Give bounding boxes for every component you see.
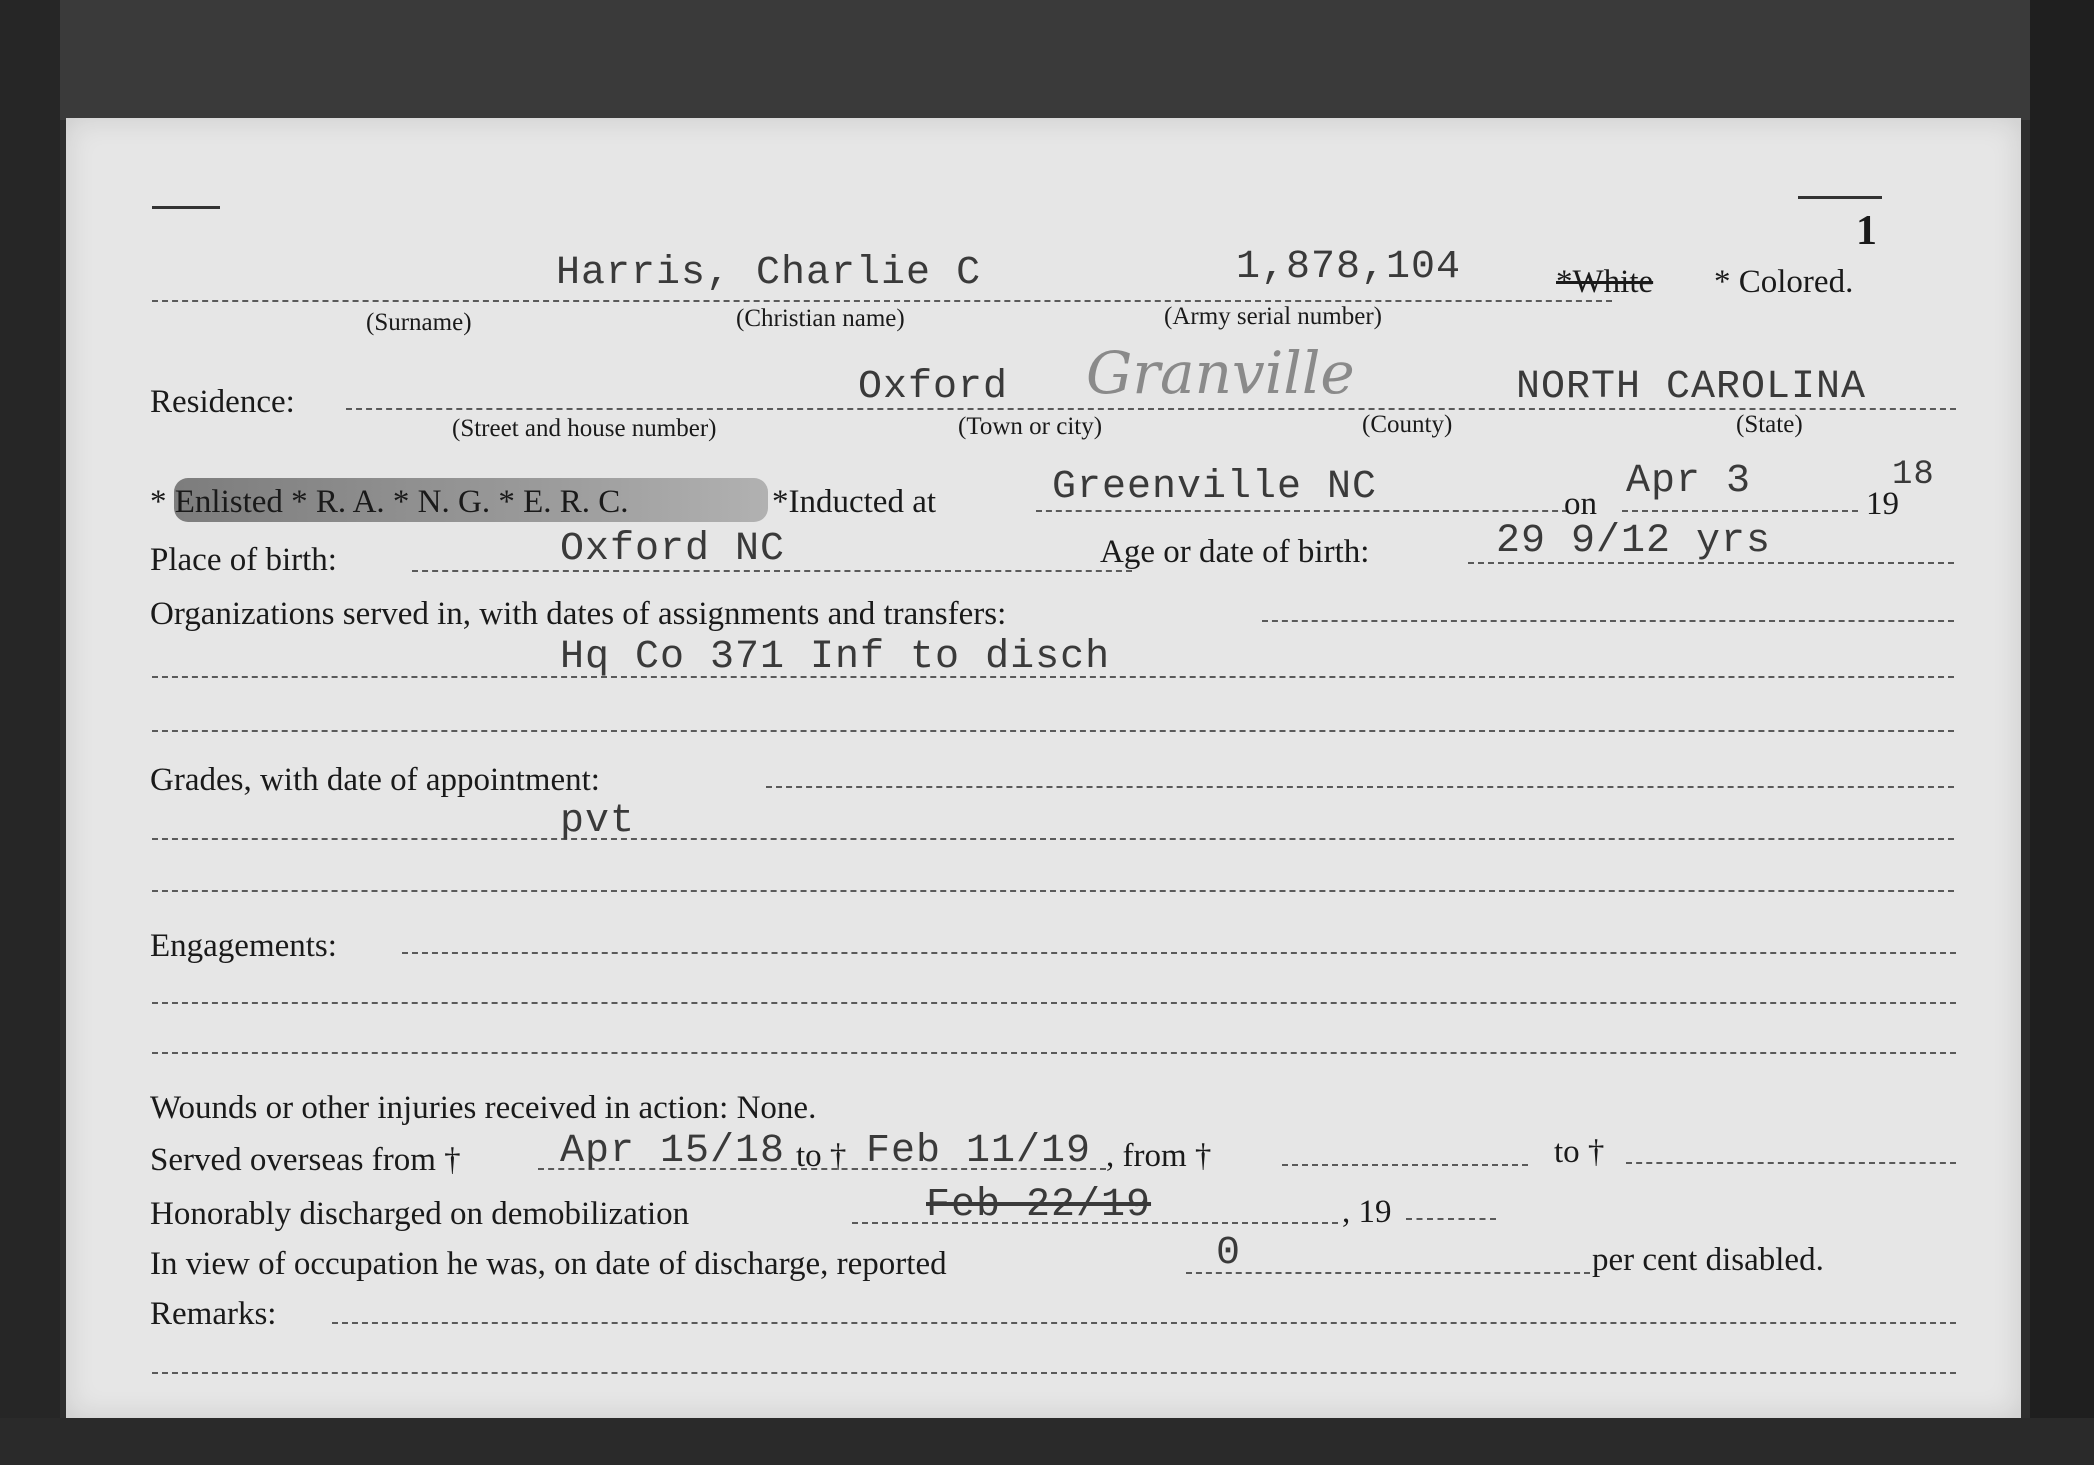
engagements-label: Engagements: <box>150 928 337 964</box>
year-prefix: 19 <box>1866 486 1899 522</box>
overseas-to2-label: to † <box>1554 1134 1605 1170</box>
grades-label: Grades, with date of appointment: <box>150 762 600 798</box>
residence-county: Granville <box>1086 339 1355 407</box>
serial-value: 1,878,104 <box>1236 245 1462 290</box>
remarks-line-2 <box>152 1372 1956 1374</box>
remarks-label: Remarks: <box>150 1296 277 1332</box>
organizations-value: Hq Co 371 Inf to disch <box>560 635 1111 680</box>
grades-line-3 <box>152 890 1954 892</box>
engagements-line-2 <box>152 1002 1956 1004</box>
residence-town: Oxford <box>858 365 1009 410</box>
residence-state: NORTH CAROLINA <box>1516 365 1867 410</box>
overseas-to-label: to † <box>796 1138 847 1174</box>
overseas-to2-line <box>1626 1162 1956 1164</box>
race-colored-label: * Colored. <box>1714 264 1854 300</box>
place-of-birth-value: Oxford NC <box>560 527 786 572</box>
wounds-label: Wounds or other injuries received in action: None. <box>150 1090 817 1126</box>
discharge-label: Honorably discharged on demobilization <box>150 1196 690 1232</box>
name-line <box>152 300 1612 302</box>
inducted-place: Greenville NC <box>1052 465 1378 510</box>
organizations-label: Organizations served in, with dates of assignments and transfers: <box>150 596 1007 632</box>
engagements-line-3 <box>152 1052 1956 1054</box>
surname-caption: (Surname) <box>366 309 472 336</box>
discharge-year-line <box>1406 1218 1496 1220</box>
grades-value: pvt <box>560 799 636 844</box>
overseas-from-value: Apr 15/18 <box>560 1129 786 1174</box>
on-label: on <box>1564 486 1597 522</box>
street-caption: (Street and house number) <box>452 415 717 442</box>
inducted-label: *Inducted at <box>772 484 937 520</box>
town-caption: (Town or city) <box>958 413 1103 440</box>
county-caption: (County) <box>1362 411 1453 438</box>
inducted-date: Apr 3 <box>1626 459 1752 504</box>
discharge-year-label: , 19 <box>1342 1194 1392 1230</box>
discharge-date: Feb 22/19 <box>926 1183 1152 1228</box>
overseas-from2-label: , from † <box>1106 1138 1212 1174</box>
inducted-line <box>1036 510 1568 512</box>
scanner-background-left <box>0 0 60 1465</box>
engagements-line-1 <box>402 952 1956 954</box>
disability-value: 0 <box>1216 1231 1242 1276</box>
enlistment-options: * Enlisted * R. A. * N. G. * E. R. C. <box>150 484 629 520</box>
overseas-label: Served overseas from † <box>150 1142 461 1178</box>
card-number: 1 <box>1856 208 1877 254</box>
scanner-background-right <box>2030 0 2094 1465</box>
date-line <box>1622 510 1858 512</box>
christian-name-caption: (Christian name) <box>736 305 905 332</box>
top-left-rule <box>152 206 220 209</box>
overseas-from2-line <box>1282 1164 1528 1166</box>
remarks-line-1 <box>332 1322 1956 1324</box>
organizations-line-3 <box>152 730 1954 732</box>
state-caption: (State) <box>1736 411 1803 438</box>
year-suffix: 18 <box>1892 456 1935 494</box>
scanner-background-top <box>0 0 2094 120</box>
scanner-background-bottom <box>0 1418 2094 1465</box>
grades-line-2 <box>152 838 1954 840</box>
name-value: Harris, Charlie C <box>556 251 982 296</box>
age-value: 29 9/12 yrs <box>1496 519 1772 564</box>
serial-caption: (Army serial number) <box>1164 303 1382 330</box>
race-white-label: *White <box>1556 264 1654 300</box>
place-of-birth-label: Place of birth: <box>150 542 337 578</box>
overseas-to-line <box>852 1168 1106 1170</box>
service-record-card <box>66 118 2021 1418</box>
organizations-line-1 <box>1262 620 1954 622</box>
disability-label: In view of occupation he was, on date of discharge, reported <box>150 1246 947 1282</box>
age-label: Age or date of birth: <box>1100 534 1370 570</box>
top-right-rule <box>1798 196 1882 199</box>
disability-line <box>1186 1272 1590 1274</box>
disability-suffix: per cent disabled. <box>1592 1242 1824 1278</box>
overseas-to-value: Feb 11/19 <box>866 1129 1092 1174</box>
residence-label: Residence: <box>150 384 295 420</box>
grades-line-1 <box>766 786 1954 788</box>
